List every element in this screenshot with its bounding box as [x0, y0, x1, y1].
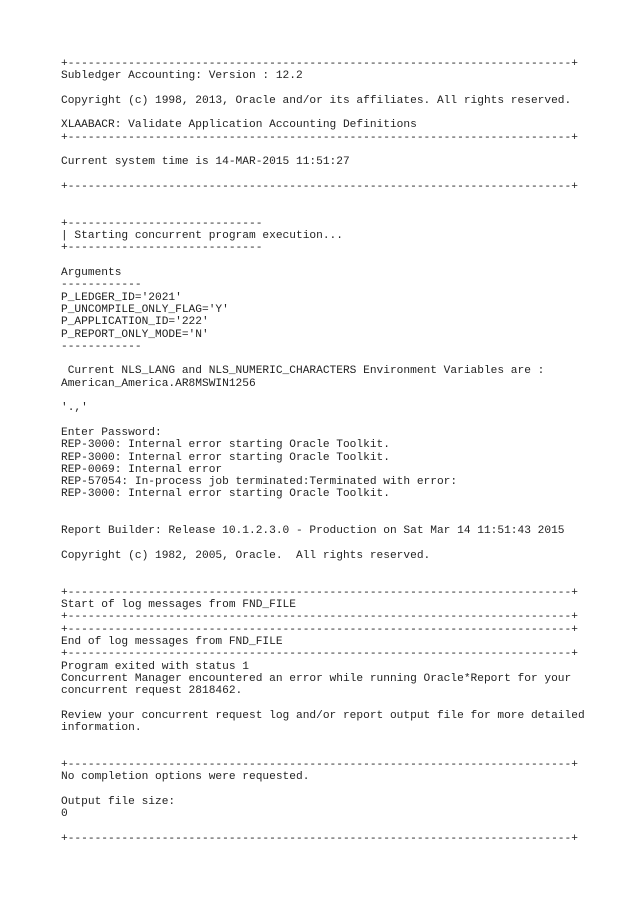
log-line [61, 206, 621, 218]
log-line: Program exited with status 1 [61, 660, 249, 673]
log-line [61, 538, 621, 550]
log-line: 0 [61, 808, 68, 821]
log-line: American_America.AR8MSWIN1256 [61, 377, 256, 390]
log-line: +---------------------------------------------------------------------------+ [61, 180, 578, 193]
log-line [61, 83, 621, 95]
log-line: '.,' [61, 402, 88, 415]
log-line [61, 820, 621, 832]
log-line: REP-3000: Internal error starting Oracle Toolkit. [61, 451, 390, 464]
log-line [61, 574, 621, 586]
log-line [61, 513, 621, 525]
log-line: | Starting concurrent program execution... [61, 230, 343, 243]
log-line: ------------ [61, 279, 142, 292]
log-line: P_REPORT_ONLY_MODE='N' [61, 328, 209, 341]
log-line [61, 107, 621, 119]
log-line [61, 784, 621, 796]
log-line: Review your concurrent request log and/or report output file for more detailed [61, 709, 585, 722]
log-line: Subledger Accounting: Version : 12.2 [61, 70, 303, 83]
log-line: Report Builder: Release 10.1.2.3.0 - Production on Sat Mar 14 11:51:43 2015 [61, 525, 565, 538]
log-line: XLAABACR: Validate Application Accounting Definitions [61, 119, 417, 132]
log-line: Enter Password: [61, 426, 162, 439]
log-line: +----------------------------- [61, 217, 263, 230]
log-line [61, 697, 621, 709]
log-line [61, 562, 621, 574]
log-line: +----------------------------- [61, 242, 263, 255]
log-line: Concurrent Manager encountered an error while running Oracle*Report for your [61, 672, 572, 685]
log-line [61, 415, 621, 427]
log-line: Current NLS_LANG and NLS_NUMERIC_CHARACTERS Environment Variables are : [61, 365, 545, 378]
log-line [61, 144, 621, 156]
log-line: Copyright (c) 1982, 2005, Oracle. All rights reserved. [61, 549, 431, 562]
log-line [61, 193, 621, 205]
log-line: REP-3000: Internal error starting Oracle Toolkit. [61, 488, 390, 501]
log-line: +---------------------------------------------------------------------------+ [61, 611, 578, 624]
log-line: P_APPLICATION_ID='222' [61, 316, 209, 329]
log-line [61, 353, 621, 365]
log-line: Copyright (c) 1998, 2013, Oracle and/or its affiliates. All rights reserved. [61, 94, 572, 107]
log-line [61, 169, 621, 181]
log-line [61, 501, 621, 513]
concurrent-request-log [61, 58, 621, 845]
log-line: Arguments [61, 267, 122, 280]
log-line: REP-3000: Internal error starting Oracle Toolkit. [61, 439, 390, 452]
log-line: End of log messages from FND_FILE [61, 635, 283, 648]
log-line: Start of log messages from FND_FILE [61, 599, 296, 612]
log-line: +---------------------------------------------------------------------------+ [61, 832, 578, 845]
log-line [61, 734, 621, 746]
log-line [61, 255, 621, 267]
log-line: +---------------------------------------------------------------------------+ [61, 758, 578, 771]
log-line: Current system time is 14-MAR-2015 11:51:27 [61, 156, 350, 169]
log-line [61, 390, 621, 402]
log-line: REP-57054: In-process job terminated:Terminated with error: [61, 476, 458, 489]
log-line: +---------------------------------------------------------------------------+ [61, 131, 578, 144]
log-line: +---------------------------------------------------------------------------+ [61, 623, 578, 636]
log-line: ------------ [61, 340, 142, 353]
log-line: +---------------------------------------------------------------------------+ [61, 648, 578, 661]
log-line: Output file size: [61, 795, 176, 808]
log-line: REP-0069: Internal error [61, 463, 223, 476]
log-line: P_LEDGER_ID='2021' [61, 291, 182, 304]
log-line [61, 747, 621, 759]
log-line: P_UNCOMPILE_ONLY_FLAG='Y' [61, 303, 229, 316]
log-line: +---------------------------------------------------------------------------+ [61, 586, 578, 599]
log-line: +---------------------------------------------------------------------------+ [61, 58, 578, 70]
log-line: No completion options were requested. [61, 771, 310, 784]
log-line: information. [61, 722, 142, 735]
log-line: concurrent request 2818462. [61, 685, 243, 698]
